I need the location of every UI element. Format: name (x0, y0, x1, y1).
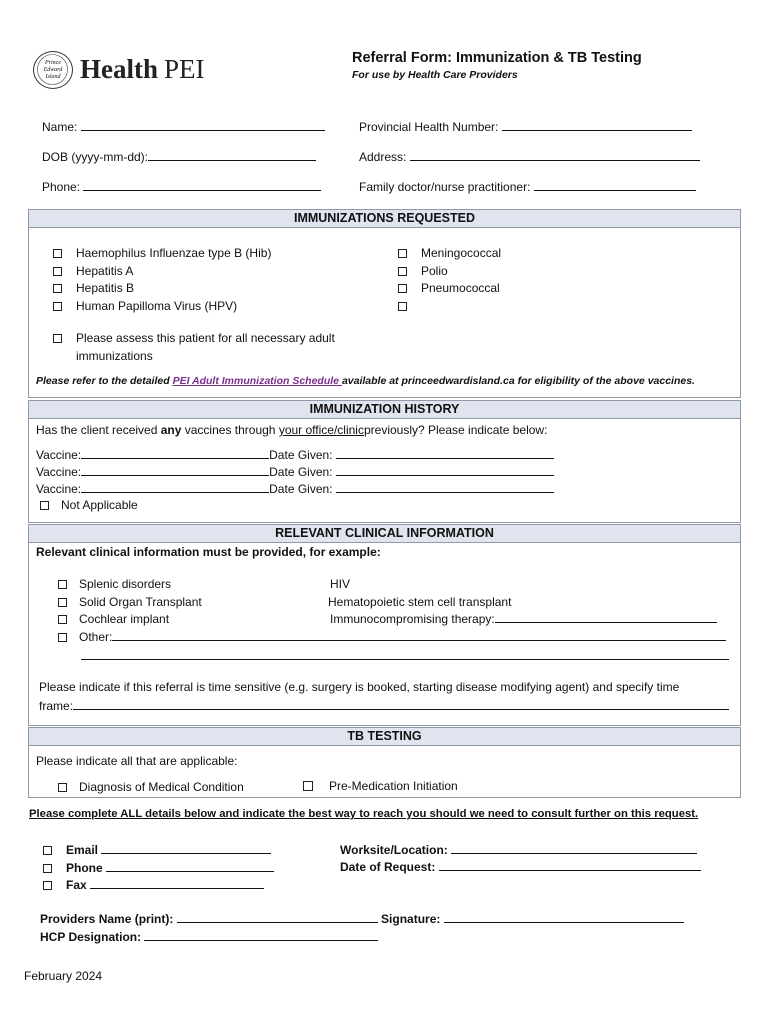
checkbox[interactable] (58, 783, 67, 792)
phone-contact-field[interactable] (106, 860, 274, 872)
logo-brand: Health (80, 54, 158, 84)
vaccine-history-row: Vaccine: Date Given: (36, 447, 554, 462)
immunization-option[interactable]: Haemophilus Influenzae type B (Hib) (53, 245, 271, 263)
clinical-example: HIV (330, 577, 351, 591)
signature-field[interactable] (444, 911, 684, 923)
provider-row: Providers Name (print): Signature: (40, 911, 684, 926)
contact-instruction: Please complete ALL details below and indicate the best way to reach you should we need to consult further on this request. (29, 808, 699, 820)
immunization-option[interactable]: Polio (398, 263, 501, 281)
immunization-option[interactable]: Hepatitis A (53, 263, 271, 281)
clinical-option[interactable]: Other: (58, 629, 726, 647)
vaccine-history-row: Vaccine: Date Given: (36, 464, 554, 479)
form-title: Referral Form: Immunization & TB Testing (352, 50, 642, 66)
tb-option-premedication[interactable]: Pre-Medication Initiation (303, 779, 458, 793)
clinical-option[interactable]: Solid Organ Transplant (58, 594, 726, 612)
tb-option-diagnosis[interactable]: Diagnosis of Medical Condition (58, 780, 244, 794)
checkbox[interactable] (398, 302, 407, 311)
checkbox[interactable] (398, 267, 407, 276)
time-frame-row: frame: (39, 698, 729, 713)
doctor-label: Family doctor/nurse practitioner: (359, 180, 531, 194)
name-field[interactable] (81, 119, 325, 131)
dob-field[interactable] (148, 149, 316, 161)
history-header: IMMUNIZATION HISTORY (28, 400, 741, 419)
provider-name-field[interactable] (177, 911, 378, 923)
checkbox[interactable] (303, 781, 313, 791)
checkbox[interactable] (58, 615, 67, 624)
time-sensitive-question: Please indicate if this referral is time sensitive (e.g. surgery is booked, starting disease modifying agent) and specify time (39, 680, 680, 694)
request-date-row: Date of Request: (340, 859, 701, 874)
logo-suffix: PEI (164, 54, 205, 84)
schedule-link[interactable]: PEI Adult Immunization Schedule (172, 375, 342, 387)
immunization-list-left (53, 245, 271, 315)
vaccine-field[interactable] (81, 464, 269, 476)
date-given-field[interactable] (336, 447, 554, 459)
immunization-list-right (398, 245, 501, 315)
phn-label: Provincial Health Number: (359, 120, 499, 134)
phone-field[interactable] (83, 179, 321, 191)
other-continuation-line[interactable] (81, 648, 729, 660)
other-field[interactable] (112, 629, 726, 641)
contact-fax-option[interactable]: Fax (43, 877, 274, 895)
name-label: Name: (42, 120, 78, 134)
immunization-option[interactable] (398, 298, 501, 316)
clinical-option[interactable]: Splenic disorders (58, 576, 726, 594)
dob-label: DOB (yyyy-mm-dd): (42, 150, 148, 164)
address-label: Address: (359, 150, 407, 164)
logo (33, 50, 223, 90)
clinical-header: RELEVANT CLINICAL INFORMATION (28, 524, 741, 543)
immunization-option[interactable]: Human Papilloma Virus (HPV) (53, 298, 271, 316)
checkbox[interactable] (53, 302, 62, 311)
doctor-field[interactable] (534, 179, 696, 191)
designation-field[interactable] (144, 929, 378, 941)
phn-field[interactable] (502, 119, 692, 131)
immunization-option[interactable]: Pneumococcal (398, 280, 501, 298)
designation-row: HCP Designation: (40, 929, 378, 944)
worksite-field[interactable] (451, 842, 697, 854)
checkbox[interactable] (58, 633, 67, 642)
therapy-field[interactable] (495, 611, 717, 623)
immunization-option[interactable]: Hepatitis B (53, 280, 271, 298)
vaccine-field[interactable] (81, 447, 269, 459)
vaccine-field[interactable] (81, 481, 269, 493)
checkbox[interactable] (58, 580, 67, 589)
contact-methods (43, 842, 274, 895)
assess-all-option[interactable]: Please assess this patient for all necessary adult immunizations (53, 330, 335, 365)
checkbox[interactable] (53, 267, 62, 276)
clinical-option[interactable]: Cochlear implant (58, 611, 726, 629)
history-question: Has the client received any vaccines through your office/clinicpreviously? Please indicate below: (36, 423, 548, 437)
checkbox[interactable] (53, 284, 62, 293)
tb-header: TB TESTING (28, 727, 741, 746)
phone-label: Phone: (42, 180, 81, 194)
fax-field[interactable] (90, 877, 264, 889)
checkbox[interactable] (43, 846, 52, 855)
vaccine-history-row: Vaccine: Date Given: (36, 481, 554, 496)
time-frame-field[interactable] (73, 698, 729, 710)
checkbox[interactable] (53, 249, 62, 258)
tb-intro: Please indicate all that are applicable: (36, 754, 238, 768)
logo-seal-icon: Prince Edward Island (33, 51, 73, 89)
contact-phone-option[interactable]: Phone (43, 860, 274, 878)
form-subtitle: For use by Health Care Providers (352, 69, 518, 81)
worksite-row: Worksite/Location: (340, 842, 697, 857)
checkbox[interactable] (58, 598, 67, 607)
date-given-field[interactable] (336, 464, 554, 476)
checkbox[interactable] (398, 249, 407, 258)
checkbox[interactable] (43, 881, 52, 890)
request-date-field[interactable] (439, 859, 701, 871)
checkbox[interactable] (398, 284, 407, 293)
immunizations-header: IMMUNIZATIONS REQUESTED (28, 209, 741, 228)
email-field[interactable] (101, 842, 271, 854)
clinical-list-right (328, 576, 717, 629)
clinical-example: Hematopoietic stem cell transplant (328, 594, 512, 609)
clinical-example: Immunocompromising therapy: (328, 611, 717, 629)
immunization-option[interactable]: Meningococcal (398, 245, 501, 263)
checkbox[interactable] (40, 501, 49, 510)
clinical-intro: Relevant clinical information must be provided, for example: (36, 545, 381, 559)
footer-date: February 2024 (24, 969, 103, 983)
address-field[interactable] (410, 149, 700, 161)
date-given-field[interactable] (336, 481, 554, 493)
checkbox[interactable] (43, 864, 52, 873)
checkbox[interactable] (53, 334, 62, 343)
contact-email-option[interactable]: Email (43, 842, 274, 860)
not-applicable-option[interactable]: Not Applicable (40, 498, 138, 512)
schedule-reference: Please refer to the detailed PEI Adult Immunization Schedule available at princeedwardisland.ca for eligibility of the above vaccines. (36, 375, 695, 387)
